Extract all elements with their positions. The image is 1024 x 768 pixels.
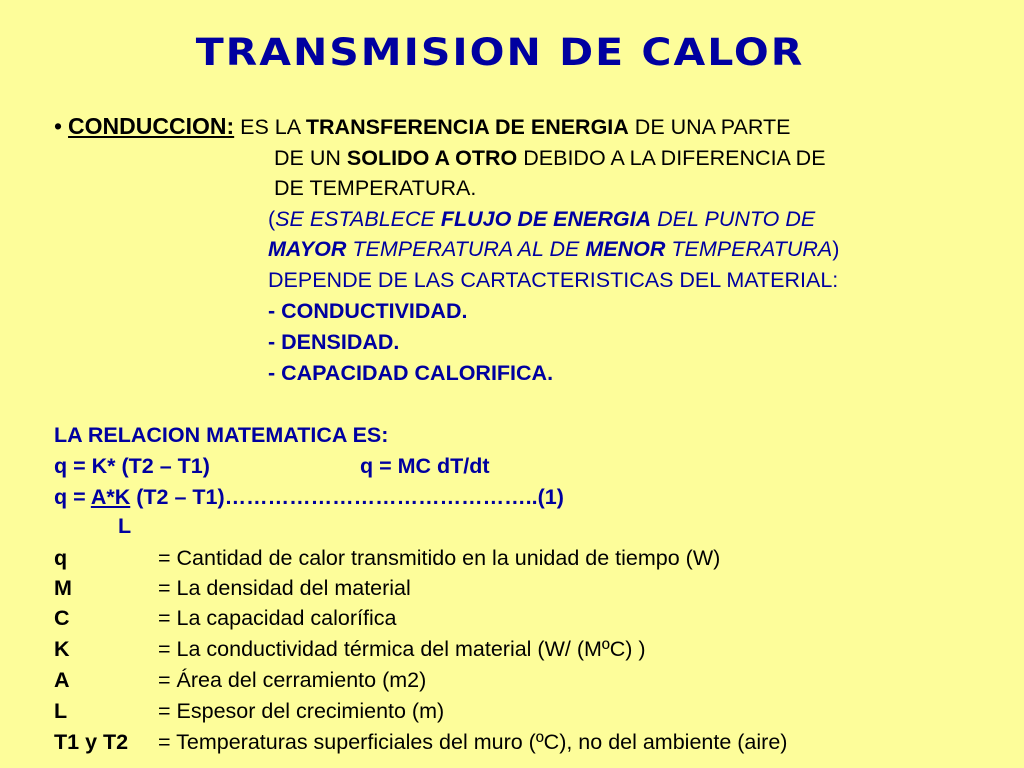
- text-segment: DE UN: [274, 146, 347, 170]
- text-segment-bold-italic: MAYOR: [268, 237, 347, 261]
- conduccion-label: CONDUCCION:: [68, 113, 235, 139]
- property-capacidad: - CAPACIDAD CALORIFICA.: [268, 361, 554, 385]
- conduccion-line-6: DEPENDE DE LAS CARTACTERISTICAS DEL MATERIAL:: [268, 268, 839, 292]
- legend-definition: = Cantidad de calor transmitido en la unidad de tiempo (W): [158, 546, 721, 570]
- legend-symbol: A: [54, 668, 70, 692]
- legend-definition: = Área del cerramiento (m2): [158, 668, 427, 692]
- conduccion-line-4: [268, 205, 815, 233]
- text-segment-bold: SOLIDO A OTRO: [346, 146, 518, 170]
- text-segment: ES LA: [240, 115, 306, 139]
- text-segment-italic: TEMPERATURA: [665, 237, 833, 261]
- conduccion-line-5: [268, 235, 839, 263]
- equation-2: [54, 483, 564, 511]
- text-segment-bold: TRANSFERENCIA DE ENERGIA: [305, 115, 629, 139]
- property-densidad: - DENSIDAD.: [268, 330, 400, 354]
- equation-denominator: L: [118, 514, 132, 538]
- equation-1b: q = MC dT/dt: [360, 454, 490, 478]
- legend-symbol: C: [54, 606, 70, 630]
- conduccion-line-2: [274, 144, 826, 172]
- text-segment: ): [832, 237, 840, 261]
- text-segment: (: [268, 207, 276, 231]
- text-segment-italic: TEMPERATURA AL DE: [346, 237, 586, 261]
- text-segment: DE UNA PARTE: [628, 115, 791, 139]
- legend-symbol: L: [54, 699, 68, 723]
- legend-symbol: q: [54, 546, 68, 570]
- text-segment-italic: SE ESTABLECE: [275, 207, 441, 231]
- conduccion-line-3: DE TEMPERATURA.: [274, 176, 477, 200]
- legend-definition: = Espesor del crecimiento (m): [158, 699, 445, 723]
- equation-part: q =: [54, 485, 91, 509]
- bullet: •: [54, 113, 63, 139]
- equation-1a: q = K* (T2 – T1): [54, 454, 210, 478]
- legend-definition: = La densidad del material: [158, 576, 411, 600]
- property-conductividad: - CONDUCTIVIDAD.: [268, 299, 468, 323]
- text-segment-bold-italic: FLUJO DE ENERGIA: [440, 207, 652, 231]
- equation-part: (T2 – T1)……………………………………..(1): [130, 485, 564, 509]
- legend-symbol: T1 y T2: [54, 730, 129, 754]
- math-heading: LA RELACION MATEMATICA ES:: [54, 423, 389, 447]
- legend-symbol: K: [54, 637, 70, 661]
- legend-definition: = Temperaturas superficiales del muro (ºC), no del ambiente (aire): [158, 730, 788, 754]
- equation-numerator: A*K: [90, 485, 131, 509]
- legend-definition: = La conductividad térmica del material (W/ (MºC) ): [158, 637, 646, 661]
- text-segment-bold-italic: MENOR: [585, 237, 666, 261]
- legend-symbol: M: [54, 576, 72, 600]
- text-segment-italic: DEL PUNTO DE: [651, 207, 816, 231]
- legend-definition: = La capacidad calorífica: [158, 606, 397, 630]
- text-segment: DEBIDO A LA DIFERENCIA DE: [517, 146, 826, 170]
- slide-title: TRANSMISION DE CALOR: [195, 29, 805, 75]
- conduccion-line-1: [54, 112, 791, 141]
